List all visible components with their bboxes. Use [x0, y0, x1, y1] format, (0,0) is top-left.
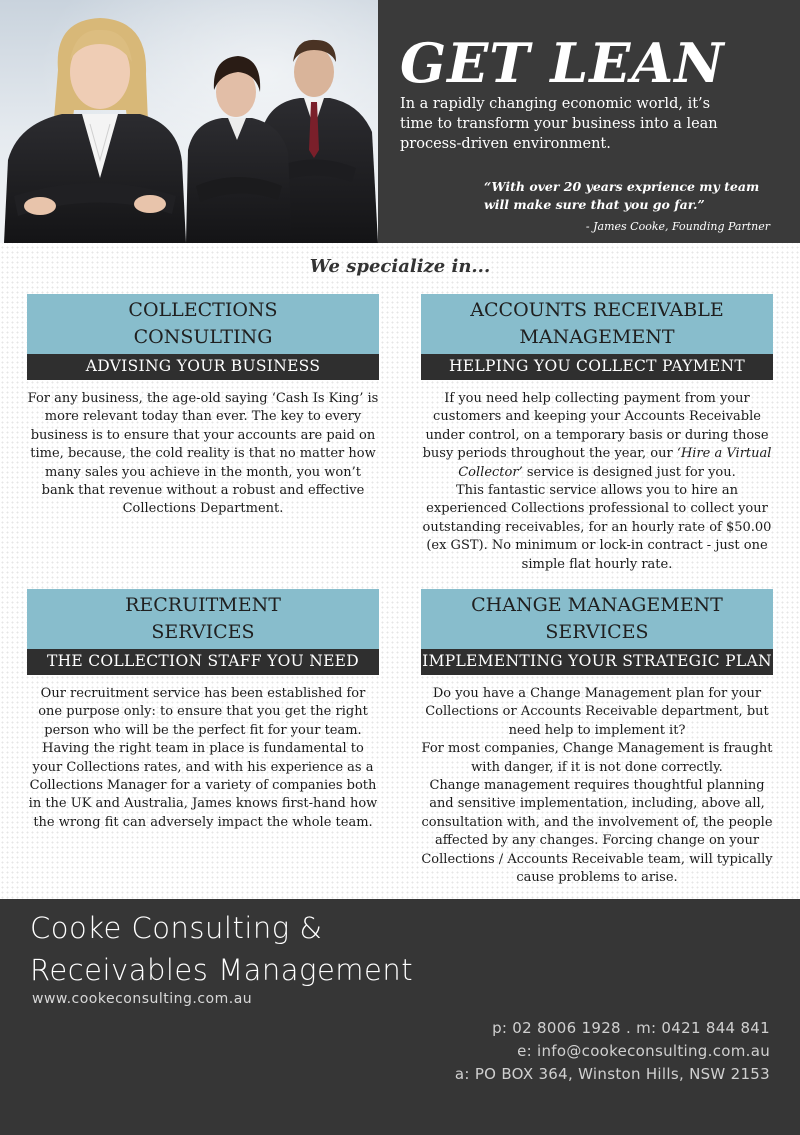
service-card-recruitment — [27, 589, 379, 832]
card-title-line2: SERVICES — [151, 621, 255, 643]
contact-details — [455, 1017, 770, 1086]
service-card-accounts-receivable — [421, 294, 773, 574]
card-paragraph: Our recruitment service has been established for one purpose only: to ensure that you get the right person who will be the perfect fit for your team. — [38, 686, 368, 738]
card-title-line1: ACCOUNTS RECEIVABLE — [470, 299, 724, 321]
hero-banner — [0, 0, 800, 243]
card-subtitle: HELPING YOU COLLECT PAYMENT — [421, 354, 773, 380]
service-card-change-management — [421, 589, 773, 887]
email-address[interactable]: e: info@cookeconsulting.com.au — [517, 1042, 770, 1060]
card-subtitle: ADVISING YOUR BUSINESS — [27, 354, 379, 380]
card-title — [27, 589, 379, 649]
service-name-emphasis: ‘Hire a Virtual Collector’ — [458, 446, 772, 480]
quote-attribution: - James Cooke, Founding Partner — [585, 220, 770, 233]
hero-intro: In a rapidly changing economic world, it’s time to transform your business into a lean process-driven environment. — [400, 96, 718, 152]
hero-title: GET LEAN — [400, 31, 725, 95]
phone-numbers: p: 02 8006 1928 . m: 0421 844 841 — [492, 1019, 770, 1037]
card-description — [27, 390, 379, 519]
card-paragraph: Do you have a Change Management plan for your Collections or Accounts Receivable department, but need help to implement it? — [425, 686, 769, 738]
card-title-line2: MANAGEMENT — [519, 326, 675, 348]
hero-quote: “With over 20 years exprience my team will make sure that you go far.” — [484, 179, 760, 212]
team-photo-illustration — [0, 0, 378, 243]
paragraph-text: If you need help collecting payment from your customers and keeping your Accounts Receivable under control, on a temporary basis or during those busy periods throughout the year, our — [422, 391, 769, 462]
specialize-heading: We specialize in... — [309, 256, 491, 277]
card-paragraph: For most companies, Change Management is fraught with danger, if it is not done correctly. — [421, 741, 773, 775]
card-title-line1: RECRUITMENT — [125, 594, 281, 616]
card-subtitle: THE COLLECTION STAFF YOU NEED — [27, 649, 379, 675]
card-title-line2: SERVICES — [545, 621, 649, 643]
postal-address: a: PO BOX 364, Winston Hills, NSW 2153 — [454, 1065, 770, 1083]
hero-dark-panel — [378, 0, 800, 243]
card-description — [421, 685, 773, 887]
company-name-line2: Receivables Management — [30, 953, 414, 987]
card-paragraph: Change management requires thoughtful planning and sensitive implementation, including, above all, consultation with, and the involvement of, the people affected by any changes. Forcing change on your Collections / Accounts Receivable team, will typically cause problems to arise. — [421, 778, 773, 886]
service-card-collections — [27, 294, 379, 519]
card-paragraph: For any business, the age-old saying ‘Cash Is King’ is more relevant today than ever. The key to every business is to ensure that your accounts are paid on time, because, the cold reality is that no matter how many sales you achieve in the month, you won’t bank that revenue without a robust and effective Collections Department. — [27, 391, 379, 517]
card-description — [27, 685, 379, 832]
card-paragraph — [421, 390, 773, 482]
card-title-line2: CONSULTING — [133, 326, 273, 348]
card-title — [27, 294, 379, 354]
card-paragraph: This fantastic service allows you to hire an experienced Collections professional to collect your outstanding receivables, for an hourly rate of $50.00 (ex GST). No minimum or lock-in contract - just one simple flat hourly rate. — [422, 483, 772, 572]
card-title — [421, 589, 773, 649]
card-paragraph: Having the right team in place is fundamental to your Collections rates, and with his experience as a Collections Manager for a variety of companies both in the UK and Australia, James knows first-hand how the wrong fit can adversely impact the whole team. — [28, 741, 378, 830]
card-title — [421, 294, 773, 354]
company-name — [30, 907, 413, 991]
card-title-line1: COLLECTIONS — [128, 299, 278, 321]
footer — [0, 899, 800, 1135]
card-description — [421, 390, 773, 574]
website-link[interactable]: www.cookeconsulting.com.au — [32, 991, 253, 1007]
company-name-line1: Cooke Consulting & — [30, 911, 323, 945]
team-photo — [0, 0, 378, 243]
card-subtitle: IMPLEMENTING YOUR STRATEGIC PLAN — [421, 649, 773, 675]
paragraph-text: service is designed just for you. — [522, 464, 736, 480]
card-title-line1: CHANGE MANAGEMENT — [471, 594, 723, 616]
